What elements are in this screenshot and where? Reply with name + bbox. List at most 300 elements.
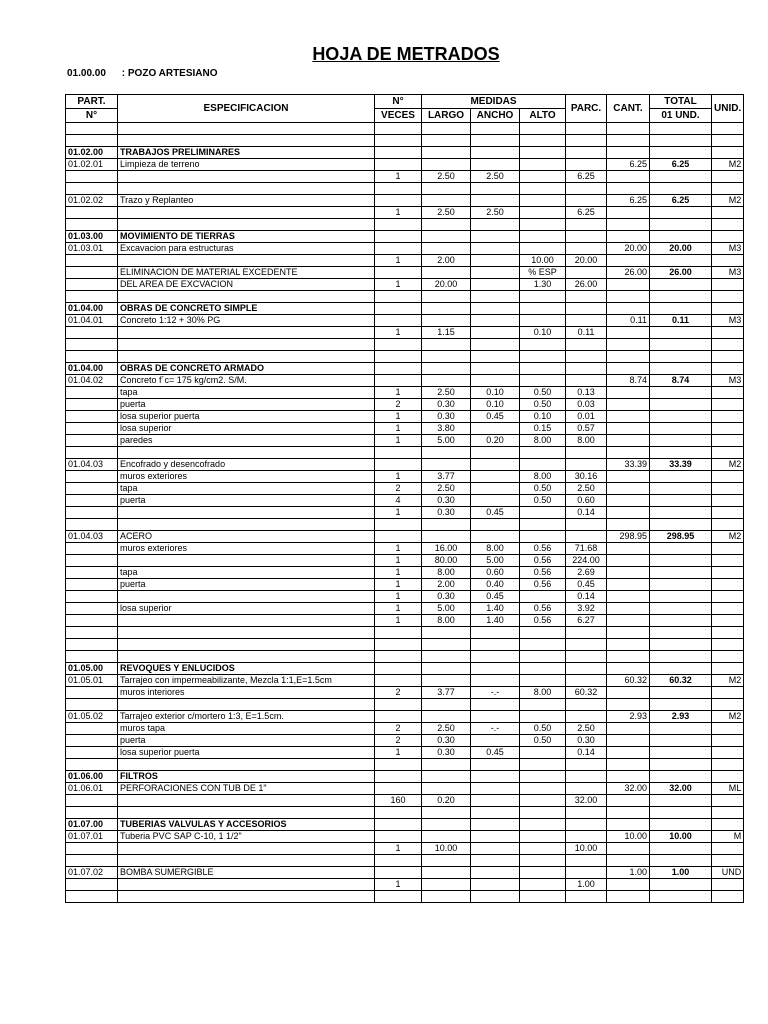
cell-alto [520,315,566,327]
cell-largo: 3.77 [422,471,471,483]
cell-total [650,231,712,243]
table-row [66,579,744,591]
cell-parcial [566,183,607,195]
cell-total [650,147,712,159]
cell-unidad [712,879,744,891]
cell-alto [520,879,566,891]
cell-largo: 1.15 [422,327,471,339]
cell-veces: 1 [375,579,422,591]
cell-largo [422,159,471,171]
cell-total [650,327,712,339]
cell-especificacion: tapa [118,387,375,399]
cell-partida: 01.05.01 [66,675,118,687]
cell-ancho [471,375,520,387]
cell-unidad [712,699,744,711]
table-row [66,171,744,183]
cell-partida [66,879,118,891]
cell-parcial: 1.00 [566,879,607,891]
table-row [66,759,744,771]
cell-total [650,255,712,267]
cell-especificacion: Tarrajeo exterior c/mortero 1:3, E=1.5cm. [118,711,375,723]
cell-veces [375,291,422,303]
cell-total [650,171,712,183]
cell-especificacion [118,699,375,711]
cell-ancho [471,279,520,291]
cell-especificacion: ACERO [118,531,375,543]
table-row [66,723,744,735]
cell-total [650,627,712,639]
cell-veces [375,315,422,327]
cell-unidad [712,255,744,267]
cell-parcial [566,375,607,387]
cell-alto: 0.56 [520,579,566,591]
cell-unidad [712,507,744,519]
cell-partida [66,135,118,147]
cell-alto: 0.50 [520,399,566,411]
cell-cantidad [607,399,650,411]
cell-alto [520,303,566,315]
cell-ancho [471,423,520,435]
cell-unidad: M [712,831,744,843]
cell-unidad [712,807,744,819]
cell-alto: 1.30 [520,279,566,291]
table-row [66,687,744,699]
cell-partida [66,687,118,699]
cell-unidad [712,411,744,423]
cell-ancho [471,219,520,231]
header-unid: UNID. [712,95,744,123]
table-row [66,771,744,783]
cell-total [650,699,712,711]
cell-parcial: 0.60 [566,495,607,507]
cell-largo [422,135,471,147]
cell-especificacion [118,327,375,339]
cell-ancho [471,195,520,207]
cell-veces: 1 [375,507,422,519]
cell-partida: 01.04.03 [66,531,118,543]
cell-unidad [712,363,744,375]
cell-veces [375,219,422,231]
cell-partida [66,279,118,291]
cell-unidad: M2 [712,711,744,723]
cell-total [650,879,712,891]
cell-veces: 1 [375,387,422,399]
cell-ancho: 0.40 [471,579,520,591]
cell-alto [520,507,566,519]
cell-especificacion [118,219,375,231]
table-row [66,387,744,399]
cell-parcial: 2.69 [566,567,607,579]
cell-veces [375,447,422,459]
cell-ancho: 2.50 [471,171,520,183]
cell-largo [422,867,471,879]
cell-unidad: M3 [712,315,744,327]
cell-parcial: 6.25 [566,171,607,183]
cell-parcial [566,519,607,531]
cell-cantidad [607,447,650,459]
cell-ancho [471,783,520,795]
cell-unidad [712,387,744,399]
cell-parcial: 10.00 [566,843,607,855]
cell-ancho [471,699,520,711]
cell-veces: 2 [375,483,422,495]
cell-alto [520,711,566,723]
cell-unidad [712,651,744,663]
cell-veces: 1 [375,435,422,447]
cell-ancho [471,339,520,351]
cell-unidad [712,447,744,459]
cell-especificacion [118,555,375,567]
cell-veces [375,351,422,363]
cell-cantidad [607,627,650,639]
cell-ancho [471,159,520,171]
table-row [66,711,744,723]
cell-largo [422,123,471,135]
cell-parcial [566,243,607,255]
cell-largo [422,651,471,663]
cell-total: 26.00 [650,267,712,279]
cell-especificacion: Encofrado y desencofrado [118,459,375,471]
cell-parcial: 0.30 [566,735,607,747]
cell-unidad [712,303,744,315]
cell-largo [422,639,471,651]
cell-especificacion [118,351,375,363]
cell-ancho [471,303,520,315]
cell-total [650,435,712,447]
cell-ancho: 1.40 [471,603,520,615]
cell-total [650,651,712,663]
cell-ancho: 0.45 [471,591,520,603]
cell-partida [66,351,118,363]
cell-cantidad [607,387,650,399]
cell-ancho: 0.45 [471,507,520,519]
cell-alto [520,123,566,135]
cell-alto [520,207,566,219]
cell-largo: 2.50 [422,207,471,219]
cell-cantidad [607,339,650,351]
cell-largo: 2.00 [422,255,471,267]
cell-cantidad: 33.39 [607,459,650,471]
header-alto: ALTO [520,109,566,123]
cell-partida [66,507,118,519]
table-row [66,459,744,471]
cell-veces [375,807,422,819]
cell-total [650,795,712,807]
header-spec: ESPECIFICACION [118,95,375,123]
cell-especificacion: muros exteriores [118,471,375,483]
cell-especificacion: puerta [118,579,375,591]
table-row [66,891,744,903]
cell-parcial [566,351,607,363]
cell-unidad [712,351,744,363]
cell-especificacion: TUBERIAS VALVULAS Y ACCESORIOS [118,819,375,831]
cell-cantidad [607,807,650,819]
cell-total [650,471,712,483]
cell-largo: 8.00 [422,567,471,579]
table-row [66,411,744,423]
cell-largo [422,351,471,363]
cell-parcial [566,195,607,207]
cell-especificacion: losa superior puerta [118,411,375,423]
cell-alto [520,759,566,771]
table-row [66,291,744,303]
cell-unidad [712,603,744,615]
cell-partida [66,855,118,867]
cell-cantidad [607,747,650,759]
cell-alto: 8.00 [520,435,566,447]
cell-total [650,303,712,315]
cell-veces [375,699,422,711]
cell-total [650,183,712,195]
cell-parcial: 6.25 [566,207,607,219]
cell-especificacion [118,651,375,663]
cell-unidad [712,123,744,135]
cell-veces: 1 [375,171,422,183]
cell-cantidad: 0.11 [607,315,650,327]
cell-partida [66,747,118,759]
cell-ancho [471,531,520,543]
cell-ancho [471,651,520,663]
cell-veces [375,519,422,531]
cell-unidad [712,615,744,627]
cell-unidad: M2 [712,195,744,207]
table-row [66,339,744,351]
cell-ancho [471,123,520,135]
cell-veces: 1 [375,327,422,339]
cell-total [650,483,712,495]
cell-cantidad [607,795,650,807]
cell-unidad: ML [712,783,744,795]
cell-ancho [471,459,520,471]
table-row [66,831,744,843]
cell-partida [66,603,118,615]
cell-unidad [712,735,744,747]
cell-parcial [566,339,607,351]
cell-alto [520,627,566,639]
cell-veces [375,711,422,723]
cell-partida [66,207,118,219]
header-no: N° [66,109,118,123]
cell-cantidad: 20.00 [607,243,650,255]
cell-especificacion [118,291,375,303]
cell-veces [375,759,422,771]
cell-cantidad [607,255,650,267]
cell-ancho [471,759,520,771]
cell-veces [375,375,422,387]
table-row [66,675,744,687]
cell-partida [66,795,118,807]
cell-largo [422,819,471,831]
cell-partida [66,891,118,903]
table-row [66,483,744,495]
cell-veces: 1 [375,543,422,555]
cell-largo: 3.77 [422,687,471,699]
table-row [66,543,744,555]
cell-largo [422,519,471,531]
table-row [66,375,744,387]
cell-especificacion: Trazo y Replanteo [118,195,375,207]
cell-parcial [566,267,607,279]
cell-alto: 0.50 [520,387,566,399]
cell-especificacion: REVOQUES Y ENLUCIDOS [118,663,375,675]
cell-parcial: 224.00 [566,555,607,567]
cell-ancho [471,831,520,843]
table-row [66,327,744,339]
header-veces-top: N° [375,95,422,109]
cell-total [650,123,712,135]
cell-cantidad [607,171,650,183]
cell-unidad [712,723,744,735]
cell-partida [66,735,118,747]
cell-parcial [566,231,607,243]
cell-especificacion [118,639,375,651]
cell-largo: 0.30 [422,495,471,507]
cell-cantidad [607,219,650,231]
cell-especificacion [118,519,375,531]
cell-ancho [471,447,520,459]
cell-partida [66,843,118,855]
cell-especificacion: losa superior [118,603,375,615]
cell-partida [66,411,118,423]
cell-largo [422,195,471,207]
cell-veces: 1 [375,471,422,483]
table-row [66,735,744,747]
table-row [66,555,744,567]
cell-cantidad [607,435,650,447]
cell-parcial [566,675,607,687]
cell-alto [520,747,566,759]
cell-partida: 01.07.00 [66,819,118,831]
cell-parcial [566,855,607,867]
cell-ancho: 5.00 [471,555,520,567]
cell-partida [66,399,118,411]
cell-veces [375,663,422,675]
cell-alto: 10.00 [520,255,566,267]
cell-largo: 0.30 [422,747,471,759]
cell-veces [375,783,422,795]
cell-cantidad [607,555,650,567]
cell-parcial [566,291,607,303]
cell-parcial [566,891,607,903]
cell-unidad [712,771,744,783]
cell-especificacion: Concreto 1:12 + 30% PG [118,315,375,327]
cell-total [650,555,712,567]
cell-veces [375,627,422,639]
cell-ancho: 1.40 [471,615,520,627]
cell-especificacion: muros tapa [118,723,375,735]
cell-largo: 2.00 [422,579,471,591]
cell-especificacion [118,123,375,135]
cell-partida: 01.06.00 [66,771,118,783]
cell-especificacion [118,207,375,219]
cell-unidad [712,663,744,675]
cell-veces: 1 [375,255,422,267]
cell-parcial: 2.50 [566,723,607,735]
cell-cantidad [607,135,650,147]
cell-unidad: M2 [712,675,744,687]
cell-parcial [566,159,607,171]
cell-parcial [566,819,607,831]
cell-largo: 5.00 [422,435,471,447]
cell-unidad [712,471,744,483]
table-row [66,363,744,375]
cell-ancho: 8.00 [471,543,520,555]
cell-partida [66,339,118,351]
cell-total: 1.00 [650,867,712,879]
cell-parcial: 20.00 [566,255,607,267]
cell-especificacion: Excavacion para estructuras [118,243,375,255]
cell-cantidad [607,291,650,303]
cell-partida [66,639,118,651]
project-code: 01.00.00 [67,68,106,79]
cell-alto: 0.50 [520,483,566,495]
cell-alto [520,219,566,231]
table-row [66,243,744,255]
cell-cantidad [607,663,650,675]
table-row [66,231,744,243]
cell-largo: 0.30 [422,399,471,411]
cell-cantidad [607,879,650,891]
cell-cantidad [607,639,650,651]
cell-total [650,603,712,615]
cell-unidad [712,135,744,147]
table-row [66,591,744,603]
cell-cantidad [607,123,650,135]
cell-largo [422,891,471,903]
table-row [66,267,744,279]
cell-total [650,387,712,399]
cell-alto [520,783,566,795]
cell-partida [66,543,118,555]
cell-cantidad [607,231,650,243]
cell-parcial [566,303,607,315]
cell-cantidad: 298.95 [607,531,650,543]
cell-cantidad: 60.32 [607,675,650,687]
cell-alto [520,651,566,663]
cell-parcial [566,447,607,459]
cell-veces [375,363,422,375]
cell-parcial: 0.57 [566,423,607,435]
cell-cantidad [607,207,650,219]
cell-veces: 160 [375,795,422,807]
project-name: : POZO ARTESIANO [121,68,218,79]
cell-total [650,591,712,603]
cell-parcial [566,867,607,879]
cell-unidad [712,543,744,555]
cell-alto [520,243,566,255]
cell-especificacion [118,615,375,627]
cell-alto: 0.50 [520,735,566,747]
cell-partida [66,435,118,447]
cell-ancho [471,735,520,747]
cell-largo [422,447,471,459]
cell-ancho [471,315,520,327]
cell-largo [422,339,471,351]
cell-parcial [566,651,607,663]
cell-veces [375,243,422,255]
cell-parcial [566,531,607,543]
cell-cantidad [607,591,650,603]
cell-veces: 1 [375,603,422,615]
cell-partida [66,651,118,663]
cell-total [650,207,712,219]
cell-partida [66,759,118,771]
cell-especificacion: Tarrajeo con impermeabilizante, Mezcla 1:1,E=1.5cm [118,675,375,687]
cell-partida: 01.02.01 [66,159,118,171]
cell-largo [422,363,471,375]
cell-total: 2.93 [650,711,712,723]
cell-partida: 01.03.01 [66,243,118,255]
